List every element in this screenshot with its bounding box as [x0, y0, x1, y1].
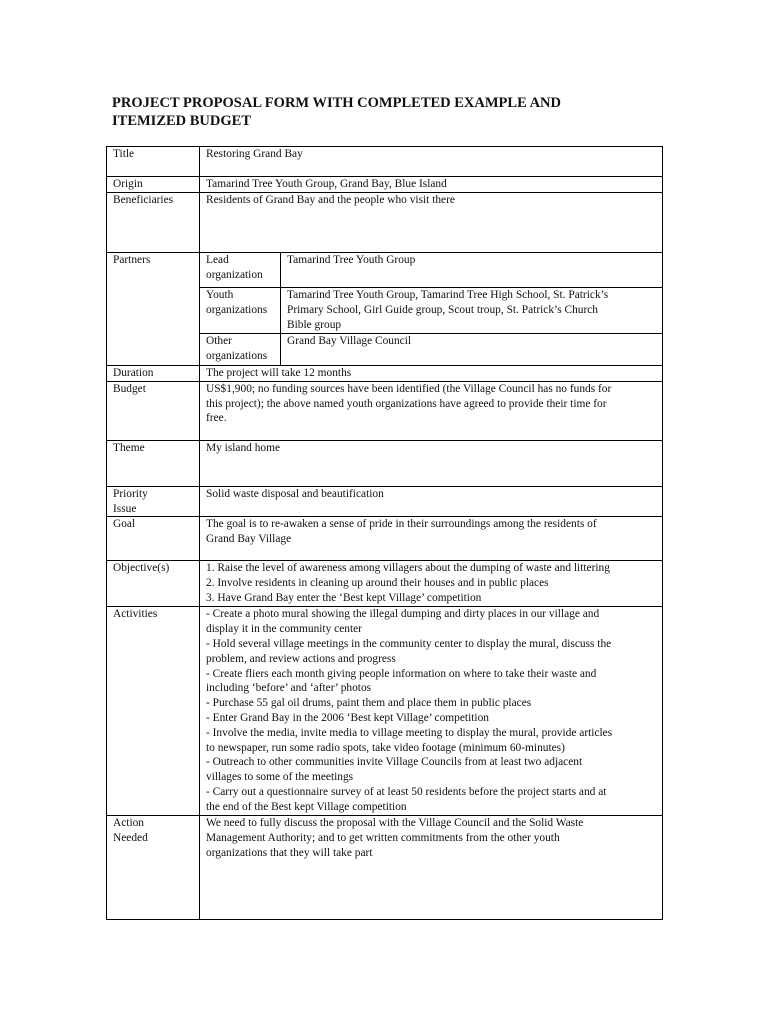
label-title: Title — [107, 147, 200, 177]
value-origin: Tamarind Tree Youth Group, Grand Bay, Blue Island — [200, 177, 663, 193]
label-other-organizations: Other organizations — [200, 334, 281, 366]
row-goal — [107, 517, 663, 561]
label-beneficiaries: Beneficiaries — [107, 193, 200, 253]
activity-line: problem, and review actions and progress — [206, 652, 396, 665]
activity-line: - Outreach to other communities invite Village Councils from at least two adjacent — [206, 756, 583, 769]
activity-line: to newspaper, run some radio spots, take video footage (minimum 60-minutes) — [206, 741, 565, 754]
value-duration: The project will take 12 months — [200, 366, 663, 382]
row-objectives — [107, 561, 663, 607]
label-partners: Partners — [107, 253, 200, 366]
activity-line: villages to some of the meetings — [206, 771, 354, 784]
value-budget: US$1,900; no funding sources have been identified (the Village Council has no funds for this project); the above named youth organizations have agreed to provide their time for free. — [200, 381, 663, 440]
value-youth-organizations: Tamarind Tree Youth Group, Tamarind Tree High School, St. Patrick’s Primary School, Girl Guide group, Scout troup, St. Patrick’s Church Bible group — [281, 288, 663, 334]
label-lead-organization: Lead organization — [200, 253, 281, 288]
label-theme: Theme — [107, 440, 200, 486]
value-theme: My island home — [200, 440, 663, 486]
row-priority-issue — [107, 486, 663, 517]
label-budget: Budget — [107, 381, 200, 440]
row-action-needed — [107, 816, 663, 920]
label-action-needed: Action Needed — [107, 816, 200, 920]
label-priority-issue: Priority Issue — [107, 486, 200, 517]
activity-line: - Carry out a questionnaire survey of at least 50 residents before the project starts and at — [206, 785, 607, 798]
activity-line: - Create a photo mural showing the illegal dumping and dirty places in our village and — [206, 608, 600, 621]
row-budget — [107, 381, 663, 440]
row-title — [107, 147, 663, 177]
label-activities: Activities — [107, 607, 200, 816]
row-beneficiaries — [107, 193, 663, 253]
activity-line: - Hold several village meetings in the community center to display the mural, discuss the — [206, 637, 612, 650]
activity-line: - Enter Grand Bay in the 2006 ‘Best kept Village’ competition — [206, 711, 489, 724]
activity-line: including ‘before’ and ‘after’ photos — [206, 682, 372, 695]
label-origin: Origin — [107, 177, 200, 193]
value-title: Restoring Grand Bay — [200, 147, 663, 177]
activity-line: the end of the Best kept Village competition — [206, 800, 407, 813]
value-beneficiaries: Residents of Grand Bay and the people who visit there — [200, 193, 663, 253]
activity-line: - Purchase 55 gal oil drums, paint them and place them in public places — [206, 697, 532, 710]
value-activities — [200, 607, 663, 816]
proposal-form-table — [106, 146, 663, 920]
row-duration — [107, 366, 663, 382]
value-priority-issue: Solid waste disposal and beautification — [200, 486, 663, 517]
row-theme — [107, 440, 663, 486]
page-title: PROJECT PROPOSAL FORM WITH COMPLETED EXAMPLE AND ITEMIZED BUDGET — [112, 95, 561, 129]
value-objectives: 1. Raise the level of awareness among villagers about the dumping of waste and littering 2. Involve residents in cleaning up around their houses and in public places 3. Have Grand Bay enter the ‘Best kept Village’ competition — [200, 561, 663, 607]
label-goal: Goal — [107, 517, 200, 561]
activity-line: display it in the community center — [206, 623, 362, 636]
row-origin — [107, 177, 663, 193]
row-partners-lead — [107, 253, 663, 288]
row-activities — [107, 607, 663, 816]
value-lead-organization: Tamarind Tree Youth Group — [281, 253, 663, 288]
label-duration: Duration — [107, 366, 200, 382]
label-objectives: Objective(s) — [107, 561, 200, 607]
label-youth-organizations: Youth organizations — [200, 288, 281, 334]
value-goal: The goal is to re-awaken a sense of pride in their surroundings among the residents of Grand Bay Village — [200, 517, 663, 561]
activity-line: - Involve the media, invite media to village meeting to display the mural, provide articles — [206, 726, 613, 739]
value-action-needed: We need to fully discuss the proposal with the Village Council and the Solid Waste Management Authority; and to get written commitments from the other youth organizations that they will take part — [200, 816, 663, 920]
value-other-organizations: Grand Bay Village Council — [281, 334, 663, 366]
activity-line: - Create fliers each month giving people information on where to take their waste and — [206, 667, 597, 680]
